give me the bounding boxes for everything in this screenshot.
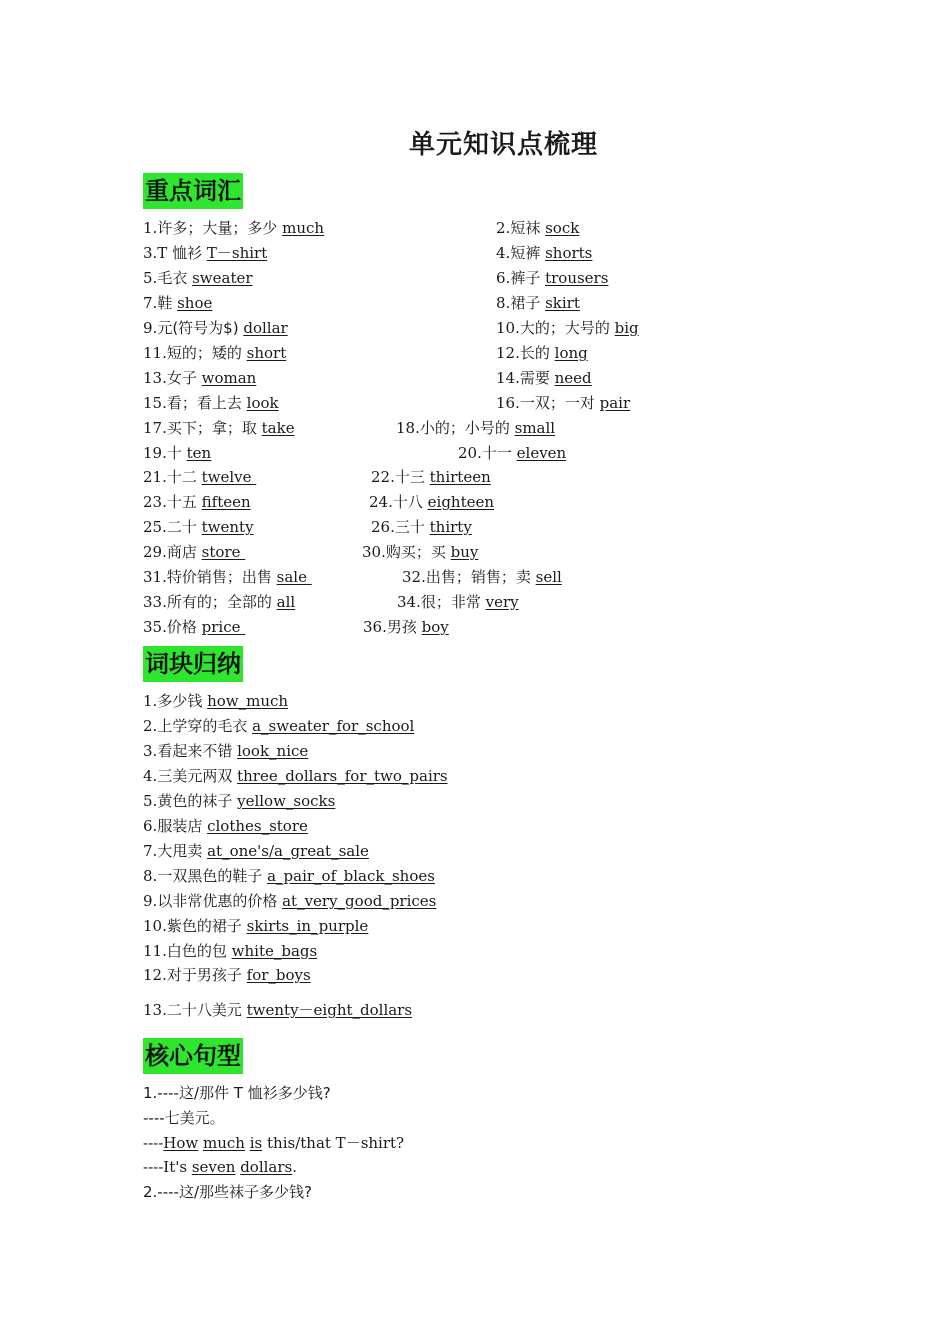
phrase-english: clothes_store	[207, 817, 308, 835]
vocab-number: 26.	[371, 518, 395, 536]
vocab-chinese: 短裤	[510, 244, 546, 262]
phrase-chinese: 看起来不错	[157, 742, 238, 760]
section-heading-phrases: 词块归纳	[143, 646, 243, 682]
vocab-chinese: 女子	[166, 369, 202, 387]
vocab-english: very	[485, 593, 519, 611]
vocab-chinese: 一双；一对	[519, 394, 600, 412]
phrase-chinese: 黄色的袜子	[157, 792, 238, 810]
phrase-chinese: 白色的包	[166, 942, 232, 960]
phrase-item	[143, 791, 335, 811]
vocab-item	[143, 318, 288, 338]
sentence-2-question-cn: 2.----这/那些袜子多少钱?	[143, 1183, 312, 1201]
vocab-number: 7.	[143, 294, 158, 312]
vocab-english: twelve	[201, 468, 257, 486]
vocab-number: 19.	[143, 444, 167, 462]
vocab-chinese: 十五	[166, 493, 202, 511]
phrase-item	[143, 691, 288, 711]
vocab-chinese: 所有的；全部的	[166, 593, 277, 611]
phrase-english: a_pair_of_black_shoes	[267, 867, 435, 885]
vocab-number: 22.	[371, 468, 395, 486]
vocab-chinese: 看；看上去	[166, 394, 247, 412]
vocab-chinese: 元(符号为$)	[157, 319, 244, 337]
vocab-item	[362, 542, 478, 562]
sentence-1-answer-en: ----It's seven dollars.	[143, 1158, 298, 1176]
vocab-english: sell	[535, 568, 562, 586]
vocab-item	[143, 617, 245, 637]
vocab-chinese: 大的；大号的	[519, 319, 615, 337]
vocab-number: 17.	[143, 419, 167, 437]
vocab-number: 8.	[496, 294, 511, 312]
section-heading-vocab: 重点词汇	[143, 173, 243, 209]
vocab-number: 34.	[397, 593, 421, 611]
vocab-chinese: 毛衣	[157, 269, 193, 287]
phrase-item	[143, 1000, 412, 1020]
vocab-item	[496, 218, 579, 238]
vocab-chinese: 鞋	[157, 294, 178, 312]
vocab-number: 30.	[362, 543, 386, 561]
vocab-english: need	[554, 369, 592, 387]
vocab-chinese: 三十	[394, 518, 430, 536]
vocab-english: small	[514, 419, 556, 437]
vocab-chinese: 特价销售；出售	[166, 568, 277, 586]
vocab-english: trousers	[545, 269, 609, 287]
vocab-english: price	[201, 618, 246, 636]
vocab-english: shoe	[177, 294, 213, 312]
vocab-number: 32.	[402, 568, 426, 586]
phrase-item	[143, 716, 414, 736]
vocab-number: 2.	[496, 219, 511, 237]
sentence-1-question-cn: 1.----这/那件 T 恤衫多少钱?	[143, 1084, 331, 1102]
vocab-number: 4.	[496, 244, 511, 262]
phrase-item	[143, 866, 435, 886]
phrase-chinese: 一双黑色的鞋子	[157, 867, 268, 885]
vocab-number: 10.	[496, 319, 520, 337]
vocab-chinese: 很；非常	[420, 593, 486, 611]
vocab-number: 25.	[143, 518, 167, 536]
phrase-item	[143, 891, 436, 911]
vocab-item	[396, 418, 555, 438]
vocab-chinese: 十一	[481, 444, 517, 462]
phrase-number: 5.	[143, 792, 158, 810]
vocab-english: thirty	[429, 518, 472, 536]
vocab-chinese: 买下；拿；取	[166, 419, 262, 437]
phrase-number: 7.	[143, 842, 158, 860]
phrase-chinese: 对于男孩子	[166, 966, 247, 984]
vocab-english: eleven	[516, 444, 567, 462]
vocab-number: 36.	[363, 618, 387, 636]
vocab-english: store	[201, 543, 246, 561]
phrase-chinese: 二十八美元	[166, 1001, 247, 1019]
vocab-chinese: 需要	[519, 369, 555, 387]
vocab-number: 35.	[143, 618, 167, 636]
phrase-english: for_boys	[246, 966, 311, 984]
vocab-chinese: 恤衫	[172, 244, 207, 262]
phrase-number: 12.	[143, 966, 167, 984]
phrase-number: 9.	[143, 892, 158, 910]
vocab-chinese: 购买；买	[385, 543, 451, 561]
vocab-english: ten	[186, 444, 212, 462]
phrase-english: how_much	[207, 692, 289, 710]
vocab-english: twenty	[201, 518, 254, 536]
phrase-chinese: 上学穿的毛衣	[157, 717, 253, 735]
vocab-number: 33.	[143, 593, 167, 611]
phrase-item	[143, 741, 308, 761]
phrase-english: twenty－eight_dollars	[246, 1001, 413, 1019]
phrase-english: at_very_good_prices	[282, 892, 437, 910]
vocab-chinese: 小的；小号的	[419, 419, 515, 437]
vocab-item	[143, 567, 312, 587]
phrase-number: 13.	[143, 1001, 167, 1019]
vocab-english: pair	[599, 394, 631, 412]
vocab-number: 5.	[143, 269, 158, 287]
phrase-number: 8.	[143, 867, 158, 885]
sentence-1-answer-cn: ----七美元。	[143, 1109, 225, 1127]
vocab-item	[143, 517, 254, 537]
vocab-number: 24.	[369, 493, 393, 511]
phrase-chinese: 大甩卖	[157, 842, 208, 860]
vocab-english: dollar	[243, 319, 288, 337]
vocab-item	[143, 368, 256, 388]
vocab-english: all	[276, 593, 296, 611]
phrase-english: look_nice	[237, 742, 309, 760]
phrase-number: 6.	[143, 817, 158, 835]
vocab-number: 18.	[396, 419, 420, 437]
vocab-item	[143, 542, 245, 562]
vocab-item	[143, 592, 295, 612]
vocab-item	[496, 243, 592, 263]
vocab-english: eighteen	[427, 493, 495, 511]
vocab-chinese: 商店	[166, 543, 202, 561]
sentence-1-question-en: ----How much is this/that T－shirt?	[143, 1134, 405, 1152]
phrase-item	[143, 941, 317, 961]
vocab-item	[371, 517, 472, 537]
phrase-chinese: 紫色的裙子	[166, 917, 247, 935]
vocab-number: 14.	[496, 369, 520, 387]
vocab-number: 16.	[496, 394, 520, 412]
vocab-chinese: 二十	[166, 518, 202, 536]
vocab-english: skirt	[545, 294, 580, 312]
phrase-number: 3.	[143, 742, 158, 760]
vocab-chinese: 许多；大量；多少	[157, 219, 283, 237]
vocab-english: fifteen	[201, 493, 251, 511]
phrase-number: 10.	[143, 917, 167, 935]
vocab-number: 1.	[143, 219, 158, 237]
vocab-number: 21.	[143, 468, 167, 486]
vocab-chinese: 十二	[166, 468, 202, 486]
vocab-number: 12.	[496, 344, 520, 362]
page-title: 单元知识点梳理	[408, 130, 598, 160]
vocab-english: take	[261, 419, 295, 437]
vocab-item	[496, 393, 630, 413]
vocab-chinese: 长的	[519, 344, 555, 362]
vocab-item	[496, 343, 588, 363]
phrase-item	[143, 965, 311, 985]
phrase-english: three_dollars_for_two_pairs	[237, 767, 448, 785]
vocab-english: shorts	[545, 244, 593, 262]
vocab-number: 11.	[143, 344, 167, 362]
vocab-number: 6.	[496, 269, 511, 287]
phrase-english: skirts_in_purple	[246, 917, 369, 935]
vocab-item	[496, 368, 592, 388]
phrase-item	[143, 766, 448, 786]
phrase-item	[143, 916, 368, 936]
vocab-english: sweater	[192, 269, 253, 287]
vocab-item	[143, 218, 324, 238]
vocab-english: sale	[276, 568, 312, 586]
vocab-number: 29.	[143, 543, 167, 561]
vocab-item	[397, 592, 519, 612]
vocab-item	[402, 567, 562, 587]
vocab-english: big	[614, 319, 639, 337]
vocab-item	[369, 492, 494, 512]
vocab-item	[143, 243, 267, 263]
vocab-item	[143, 268, 253, 288]
vocab-english: boy	[421, 618, 449, 636]
vocab-number: 31.	[143, 568, 167, 586]
vocab-number: 20.	[458, 444, 482, 462]
vocab-item	[143, 293, 212, 313]
vocab-number: 13.	[143, 369, 167, 387]
phrase-item	[143, 841, 369, 861]
vocab-item	[496, 293, 580, 313]
phrase-number: 4.	[143, 767, 158, 785]
section-heading-sentences: 核心句型	[143, 1038, 243, 1074]
vocab-item	[143, 393, 279, 413]
vocab-chinese: 裤子	[510, 269, 546, 287]
vocab-number: 3.T	[143, 244, 173, 262]
phrase-chinese: 以非常优惠的价格	[157, 892, 283, 910]
vocab-english: woman	[201, 369, 257, 387]
vocab-chinese: 价格	[166, 618, 202, 636]
phrase-english: yellow_socks	[237, 792, 336, 810]
vocab-english: short	[246, 344, 287, 362]
vocab-item	[143, 418, 295, 438]
vocab-chinese: 十八	[392, 493, 428, 511]
phrase-number: 1.	[143, 692, 158, 710]
vocab-english: buy	[450, 543, 479, 561]
vocab-chinese: 短袜	[510, 219, 546, 237]
vocab-item	[143, 492, 251, 512]
vocab-chinese: 男孩	[386, 618, 422, 636]
vocab-chinese: 十三	[394, 468, 430, 486]
vocab-item	[363, 617, 449, 637]
phrase-english: a_sweater_for_school	[252, 717, 415, 735]
vocab-chinese: 出售；销售；卖	[425, 568, 536, 586]
phrase-chinese: 多少钱	[157, 692, 208, 710]
vocab-number: 23.	[143, 493, 167, 511]
phrase-number: 2.	[143, 717, 158, 735]
phrase-chinese: 服装店	[157, 817, 208, 835]
phrase-item	[143, 816, 308, 836]
vocab-item	[458, 443, 566, 463]
vocab-english: sock	[545, 219, 580, 237]
vocab-item	[371, 467, 491, 487]
vocab-number: 15.	[143, 394, 167, 412]
phrase-english: at_one's/a_great_sale	[207, 842, 369, 860]
vocab-item	[143, 467, 256, 487]
vocab-english: long	[554, 344, 588, 362]
vocab-item	[143, 443, 211, 463]
vocab-chinese: 裙子	[510, 294, 546, 312]
vocab-item	[496, 268, 608, 288]
vocab-english: look	[246, 394, 279, 412]
phrase-english: white_bags	[231, 942, 318, 960]
vocab-chinese: 十	[166, 444, 187, 462]
vocab-english: thirteen	[429, 468, 491, 486]
vocab-english: much	[282, 219, 325, 237]
vocab-english: T－shirt	[206, 244, 268, 262]
vocab-number: 9.	[143, 319, 158, 337]
vocab-item	[496, 318, 639, 338]
vocab-chinese: 短的；矮的	[166, 344, 247, 362]
phrase-number: 11.	[143, 942, 167, 960]
phrase-chinese: 三美元两双	[157, 767, 238, 785]
vocab-item	[143, 343, 286, 363]
